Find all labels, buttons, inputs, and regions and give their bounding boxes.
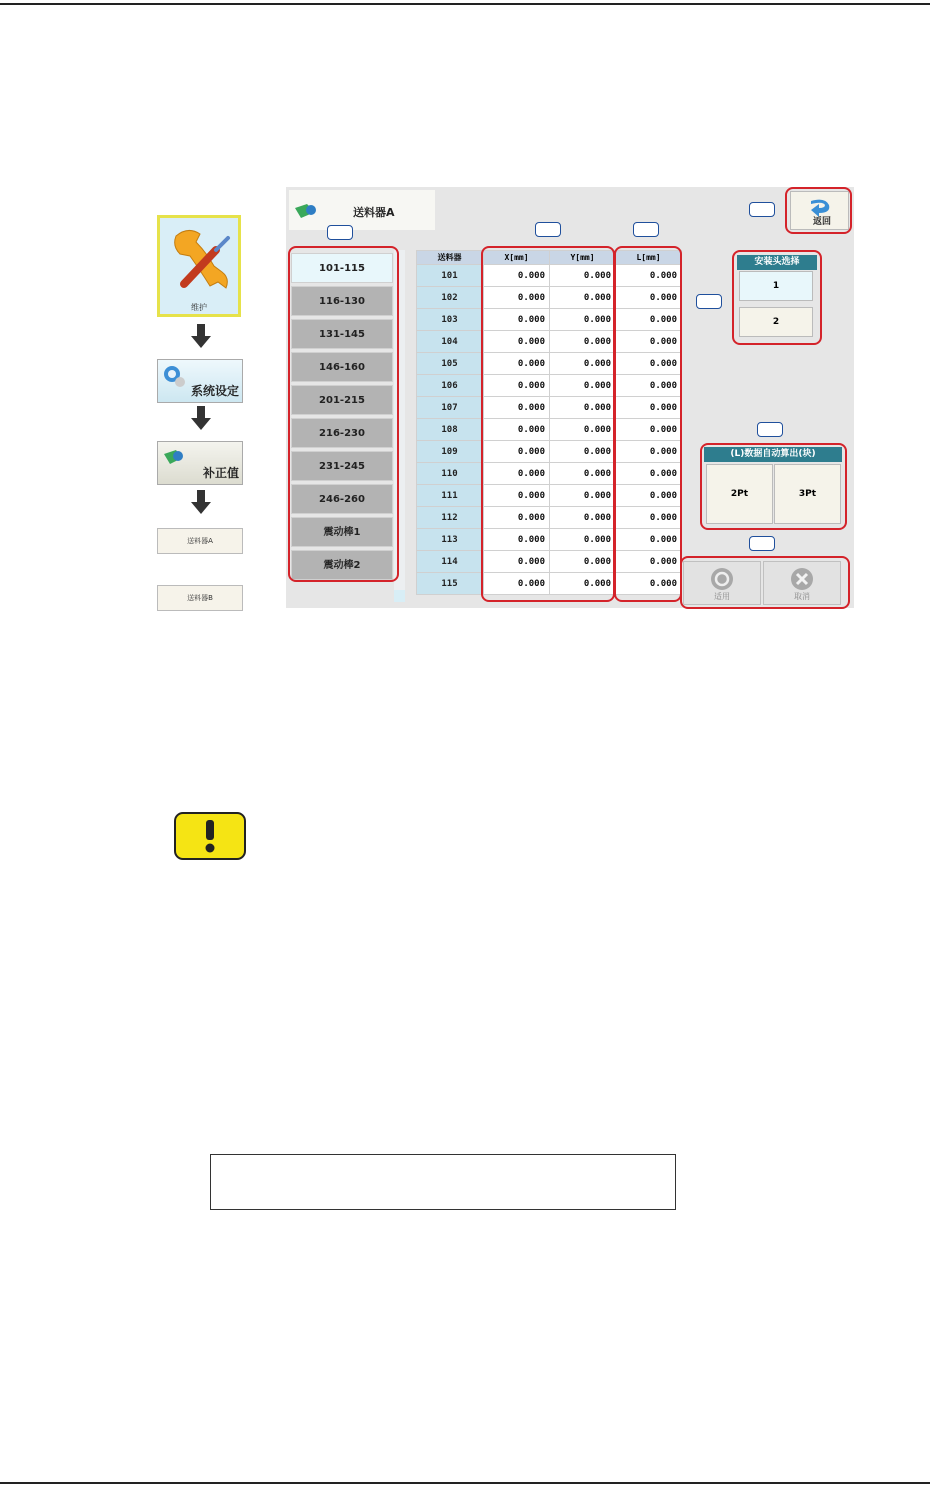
column-header: 送料器 [417, 251, 483, 265]
feeder-number-cell[interactable]: 108 [417, 419, 483, 441]
range-button[interactable]: 201-215 [291, 385, 393, 415]
l-value-cell[interactable]: 0.000 [616, 287, 682, 309]
l-value-cell[interactable]: 0.000 [616, 507, 682, 529]
warning-icon [174, 812, 246, 860]
top-rule [0, 3, 930, 5]
y-value-cell[interactable]: 0.000 [550, 397, 616, 419]
l-value-cell[interactable]: 0.000 [616, 529, 682, 551]
column-header: X[mm] [484, 251, 550, 265]
feeder-b-button[interactable]: 送料器B [157, 585, 243, 611]
wrench-icon [170, 226, 234, 294]
screen-title: 送料器A [353, 206, 395, 219]
y-value-cell[interactable]: 0.000 [550, 353, 616, 375]
feeder-number-cell[interactable]: 101 [417, 265, 483, 287]
correction-value-label: 补正值 [202, 466, 239, 480]
back-label: 返回 [813, 217, 832, 227]
feeder-number-cell[interactable]: 107 [417, 397, 483, 419]
l-value-cell[interactable]: 0.000 [616, 419, 682, 441]
y-value-cell[interactable]: 0.000 [550, 507, 616, 529]
range-button[interactable]: 116-130 [291, 286, 393, 316]
xy-highlight [481, 246, 615, 602]
x-value-cell[interactable]: 0.000 [484, 287, 550, 309]
y-value-cell[interactable]: 0.000 [550, 463, 616, 485]
callout-tag [633, 222, 659, 237]
feeder-number-cell[interactable]: 113 [417, 529, 483, 551]
three-point-button[interactable]: 3Pt [774, 464, 841, 524]
range-button[interactable]: 146-160 [291, 352, 393, 382]
bottom-rule [0, 1482, 930, 1484]
head-2-button[interactable]: 2 [739, 307, 813, 337]
x-value-cell[interactable]: 0.000 [484, 331, 550, 353]
empty-note-box [210, 1154, 676, 1210]
l-value-cell[interactable]: 0.000 [616, 463, 682, 485]
arrow-down-icon [191, 490, 211, 514]
callout-tag [749, 536, 775, 551]
y-value-cell[interactable]: 0.000 [550, 551, 616, 573]
head-select-panel [737, 255, 817, 341]
system-settings-button[interactable] [157, 359, 243, 403]
feeder-number-cell[interactable]: 114 [417, 551, 483, 573]
feeder-number-cell[interactable]: 109 [417, 441, 483, 463]
x-value-cell[interactable]: 0.000 [484, 419, 550, 441]
y-value-cell[interactable]: 0.000 [550, 309, 616, 331]
callout-tag [696, 294, 722, 309]
system-settings-label: 系统设定 [190, 384, 239, 398]
x-value-cell[interactable]: 0.000 [484, 463, 550, 485]
l-value-cell[interactable]: 0.000 [616, 397, 682, 419]
range-button[interactable]: 131-145 [291, 319, 393, 349]
y-value-cell[interactable]: 0.000 [550, 573, 616, 595]
callout-tag [327, 225, 353, 240]
close-circle-icon [790, 567, 814, 591]
range-highlight [288, 246, 399, 582]
vibration-bar-1-button[interactable]: 震动棒1 [291, 517, 393, 547]
two-point-button[interactable]: 2Pt [706, 464, 773, 524]
arrow-down-icon [191, 324, 211, 348]
feeder-number-cell[interactable]: 106 [417, 375, 483, 397]
x-value-cell[interactable]: 0.000 [484, 485, 550, 507]
auto-calc-title: (L)数据自动算出(块) [704, 447, 842, 462]
apply-label: 适用 [714, 592, 730, 601]
y-value-cell[interactable]: 0.000 [550, 485, 616, 507]
range-button[interactable]: 101-115 [291, 253, 393, 283]
auto-calc-panel [704, 447, 842, 527]
feeder-number-cell[interactable]: 111 [417, 485, 483, 507]
feeder-icon [293, 200, 319, 222]
y-value-cell[interactable]: 0.000 [550, 529, 616, 551]
screen-title-bar [289, 190, 435, 230]
arrow-down-icon [191, 406, 211, 430]
x-value-cell[interactable]: 0.000 [484, 507, 550, 529]
y-value-cell[interactable]: 0.000 [550, 331, 616, 353]
y-value-cell[interactable]: 0.000 [550, 287, 616, 309]
column-header: L[mm] [616, 251, 682, 265]
x-value-cell[interactable]: 0.000 [484, 375, 550, 397]
callout-tag [757, 422, 783, 437]
maintenance-button[interactable] [157, 215, 241, 317]
callout-tag [535, 222, 561, 237]
y-value-cell[interactable]: 0.000 [550, 419, 616, 441]
y-value-cell[interactable]: 0.000 [550, 375, 616, 397]
l-highlight [614, 246, 682, 602]
maintenance-label: 维护 [191, 303, 207, 312]
x-value-cell[interactable]: 0.000 [484, 397, 550, 419]
x-value-cell[interactable]: 0.000 [484, 529, 550, 551]
x-value-cell[interactable]: 0.000 [484, 309, 550, 331]
feeder-number-cell[interactable]: 115 [417, 573, 483, 595]
head-1-button[interactable]: 1 [739, 271, 813, 301]
feeder-a-button[interactable]: 送料器A [157, 528, 243, 554]
y-value-cell[interactable]: 0.000 [550, 265, 616, 287]
x-value-cell[interactable]: 0.000 [484, 441, 550, 463]
l-value-cell[interactable]: 0.000 [616, 375, 682, 397]
head-select-title: 安装头选择 [737, 255, 817, 270]
vibration-bar-2-button[interactable]: 震动棒2 [291, 550, 393, 580]
callout-tag [749, 202, 775, 217]
range-button[interactable]: 216-230 [291, 418, 393, 448]
apply-button[interactable] [683, 561, 761, 605]
l-value-cell[interactable]: 0.000 [616, 331, 682, 353]
feeder-number-cell[interactable]: 102 [417, 287, 483, 309]
l-value-cell[interactable]: 0.000 [616, 573, 682, 595]
feeder-number-cell[interactable]: 104 [417, 331, 483, 353]
feeder-number-cell[interactable]: 110 [417, 463, 483, 485]
x-value-cell[interactable]: 0.000 [484, 551, 550, 573]
l-value-cell[interactable]: 0.000 [616, 551, 682, 573]
feeder-icon [162, 446, 186, 470]
back-highlight [785, 187, 852, 234]
feeder-number-cell[interactable]: 105 [417, 353, 483, 375]
l-value-cell[interactable]: 0.000 [616, 485, 682, 507]
check-circle-icon [710, 567, 734, 591]
gear-icon [162, 364, 186, 388]
range-button[interactable]: 231-245 [291, 451, 393, 481]
scroll-strip-end [394, 590, 405, 602]
l-value-cell[interactable]: 0.000 [616, 353, 682, 375]
cancel-button[interactable] [763, 561, 841, 605]
x-value-cell[interactable]: 0.000 [484, 353, 550, 375]
range-button[interactable]: 246-260 [291, 484, 393, 514]
feeder-number-cell[interactable]: 103 [417, 309, 483, 331]
y-value-cell[interactable]: 0.000 [550, 441, 616, 463]
cancel-label: 取消 [794, 592, 810, 601]
x-value-cell[interactable]: 0.000 [484, 265, 550, 287]
l-value-cell[interactable]: 0.000 [616, 309, 682, 331]
column-header: Y[mm] [550, 251, 616, 265]
x-value-cell[interactable]: 0.000 [484, 573, 550, 595]
l-value-cell[interactable]: 0.000 [616, 441, 682, 463]
l-value-cell[interactable]: 0.000 [616, 265, 682, 287]
feeder-number-cell[interactable]: 112 [417, 507, 483, 529]
correction-value-button[interactable] [157, 441, 243, 485]
